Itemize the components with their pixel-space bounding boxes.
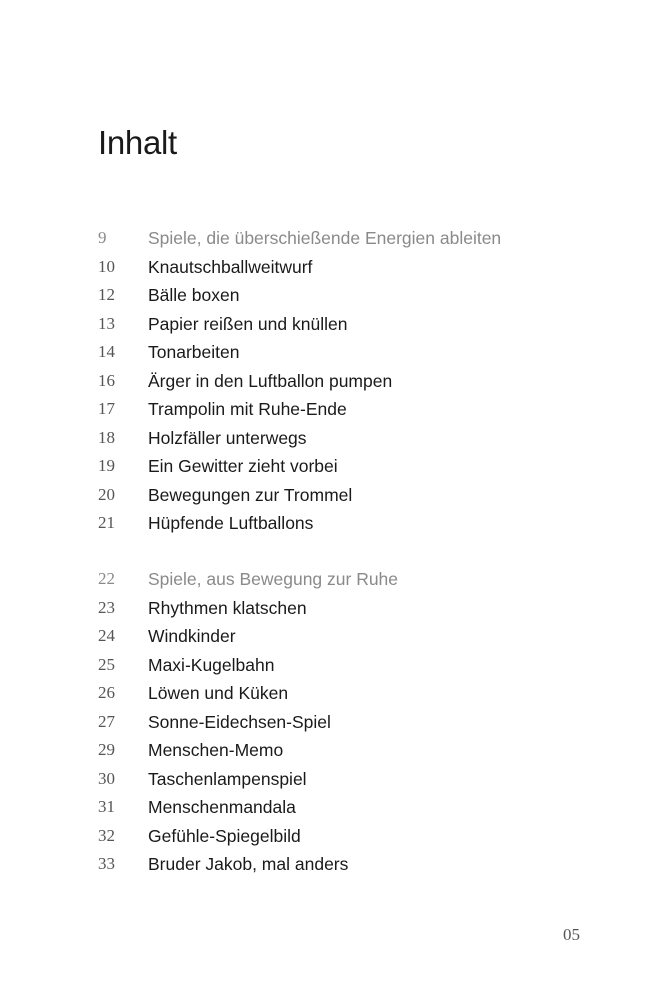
toc-entry-label: Löwen und Küken: [148, 683, 289, 703]
toc-entry-label: Taschenlampenspiel: [148, 768, 307, 789]
toc-section-ruhe: [0, 565, 665, 879]
toc-entry[interactable]: [0, 793, 665, 822]
toc-page-number: 17: [98, 399, 115, 418]
toc-entry[interactable]: [0, 651, 665, 680]
toc-entry[interactable]: [0, 481, 665, 510]
toc-entry[interactable]: [0, 708, 665, 737]
toc-section-heading[interactable]: [0, 224, 665, 253]
toc-page-number: 27: [98, 711, 115, 731]
toc-entry[interactable]: [0, 594, 665, 623]
toc-entry-label: Maxi-Kugelbahn: [148, 654, 275, 675]
toc-page-number: 21: [98, 513, 115, 532]
toc-entry-label: Menschen-Memo: [148, 740, 284, 760]
toc-page-number: 18: [98, 427, 115, 447]
toc-entry[interactable]: [0, 367, 665, 396]
toc-entry[interactable]: [0, 509, 665, 538]
toc-page-number: 24: [98, 626, 115, 645]
toc-entry[interactable]: [0, 765, 665, 794]
toc-page-number: 10: [98, 256, 115, 276]
toc-entry[interactable]: [0, 281, 665, 310]
toc-page-number: 29: [98, 740, 115, 759]
toc-entry-label: Windkinder: [148, 626, 236, 646]
toc-entry-label: Knautschballweitwurf: [148, 256, 313, 277]
toc-page-number: 23: [98, 597, 115, 617]
toc-entry-label: Sonne-Eidechsen-Spiel: [148, 711, 331, 732]
toc-entry-label: Papier reißen und knüllen: [148, 313, 348, 334]
toc-entry-label: Rhythmen klatschen: [148, 597, 307, 618]
toc-page-number: 32: [98, 825, 115, 845]
toc-entry-label: Bälle boxen: [148, 285, 240, 305]
toc-page-number: 20: [98, 484, 115, 504]
toc-page-number: 33: [98, 854, 115, 873]
toc-section-heading[interactable]: [0, 565, 665, 594]
toc-page-number: 25: [98, 654, 115, 674]
toc-heading-label: Spiele, aus Bewegung zur Ruhe: [148, 569, 399, 589]
toc-entry[interactable]: [0, 622, 665, 651]
toc-page-number: 16: [98, 370, 115, 390]
toc-entry-label: Holzfäller unterwegs: [148, 427, 307, 448]
toc-entry-label: Trampolin mit Ruhe-Ende: [148, 399, 347, 419]
page-number: 05: [563, 925, 580, 944]
toc-entry[interactable]: [0, 850, 665, 879]
toc-page-number: 30: [98, 768, 115, 788]
toc-page-number: 14: [98, 342, 115, 361]
toc-entry[interactable]: [0, 310, 665, 339]
toc-entry[interactable]: [0, 679, 665, 708]
toc-entry-label: Tonarbeiten: [148, 342, 240, 362]
toc-page-number: 31: [98, 797, 115, 816]
toc-entry[interactable]: [0, 452, 665, 481]
page-title: Inhalt: [98, 124, 177, 161]
toc-entry[interactable]: [0, 822, 665, 851]
toc-entry-label: Bewegungen zur Trommel: [148, 484, 353, 505]
toc-entry[interactable]: [0, 736, 665, 765]
toc-entry-label: Menschenmandala: [148, 797, 296, 817]
toc-section-energien: [0, 224, 665, 538]
toc-heading-label: Spiele, die überschießende Energien ableiten: [148, 228, 502, 248]
toc-entry-label: Hüpfende Luftballons: [148, 513, 314, 533]
toc-entry-label: Gefühle-Spiegelbild: [148, 825, 301, 846]
toc-page-number: 9: [98, 228, 107, 247]
toc-page-number: 26: [98, 683, 115, 702]
toc-entry-label: Ein Gewitter zieht vorbei: [148, 456, 338, 476]
toc-entry[interactable]: [0, 338, 665, 367]
toc-page-number: 12: [98, 285, 115, 304]
toc-page-number: 19: [98, 456, 115, 475]
toc-entry[interactable]: [0, 424, 665, 453]
toc-entry-label: Ärger in den Luftballon pumpen: [148, 370, 393, 391]
toc-entry[interactable]: [0, 395, 665, 424]
toc-entry-label: Bruder Jakob, mal anders: [148, 854, 349, 874]
toc-entry[interactable]: [0, 253, 665, 282]
toc-page-number: 22: [98, 569, 115, 588]
toc-page-number: 13: [98, 313, 115, 333]
